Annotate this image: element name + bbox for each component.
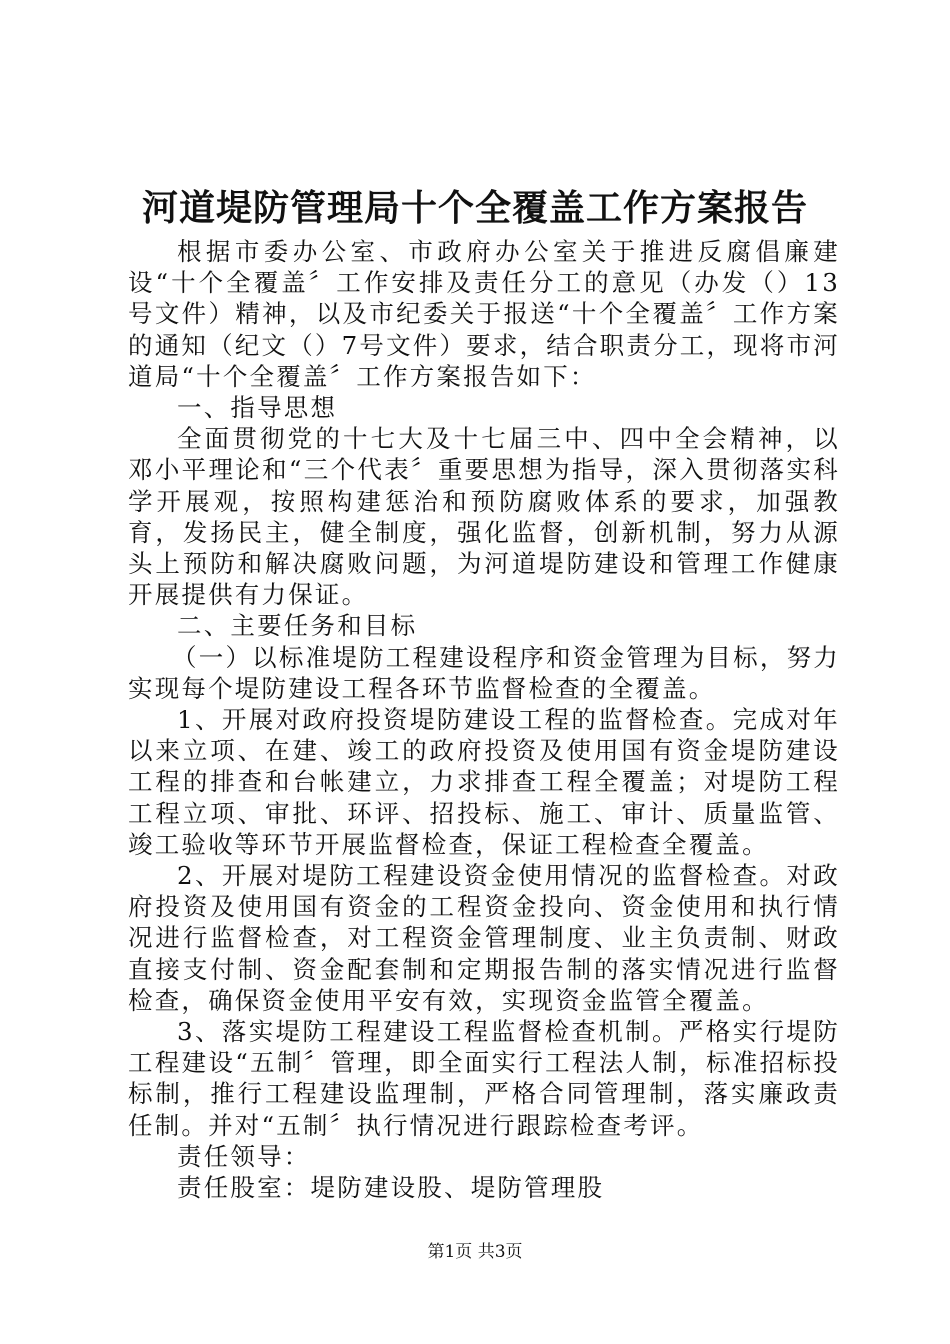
subsection-heading-1: （一）以标准堤防工程建设程序和资金管理为目标，努力实现每个堤防建设工程各环节监督检查的全覆盖。 (128, 642, 840, 703)
page-footer: 第1页 共3页 (427, 1242, 523, 1262)
task-item-1: 1、开展对政府投资堤防建设工程的监督检查。完成对年以来立项、在建、竣工的政府投资及使用国有资金堤防建设工程的排查和台帐建立，力求排查工程全覆盖；对堤防工程工程立项、审批、环评、招投标、施工、审计、质量监管、竣工验收等环节开展监督检查，保证工程检查全覆盖。 (128, 705, 840, 859)
task-item-2: 2、开展对堤防工程建设资金使用情况的监督检查。对政府投资及使用国有资金的工程资金投向、资金使用和执行情况进行监督检查，对工程资金管理制度、业主负责制、财政直接支付制、资金配套制和定期报告制的落实情况进行监督检查，确保资金使用平安有效，实现资金监管全覆盖。 (128, 861, 840, 1015)
responsible-leader: 责任领导： (177, 1141, 311, 1171)
section-heading-main-tasks: 二、主要任务和目标 (177, 611, 418, 641)
task-item-3: 3、落实堤防工程建设工程监督检查机制。严格实行堤防工程建设“五制〞管理，即全面实行工程法人制，标准招标投标制，推行工程建设监理制，严格合同管理制，落实廉政责任制。并对“五制〞执行情况进行跟踪检查考评。 (128, 1017, 840, 1140)
guiding-ideology-paragraph: 全面贯彻党的十七大及十七届三中、四中全会精神，以邓小平理论和“三个代表〞重要思想为指导，深入贯彻落实科学开展观，按照构建惩治和预防腐败体系的要求，加强教育，发扬民主，健全制度，强化监督，创新机制，努力从源头上预防和解决腐败问题，为河道堤防建设和管理工作健康开展提供有力保证。 (128, 424, 840, 610)
document-title: 河道堤防管理局十个全覆盖工作方案报告 (141, 187, 808, 229)
section-heading-guiding-ideology: 一、指导思想 (177, 393, 338, 423)
responsible-department: 责任股室：堤防建设股、堤防管理股 (177, 1173, 605, 1203)
intro-paragraph: 根据市委办公室、市政府办公室关于推进反腐倡廉建设“十个全覆盖〞工作安排及责任分工的意见（办发（）13号文件）精神，以及市纪委关于报送“十个全覆盖〞工作方案的通知（纪文（）7号文件）要求，结合职责分工，现将市河道局“十个全覆盖〞工作方案报告如下： (128, 237, 840, 391)
document-body (128, 236, 840, 1203)
